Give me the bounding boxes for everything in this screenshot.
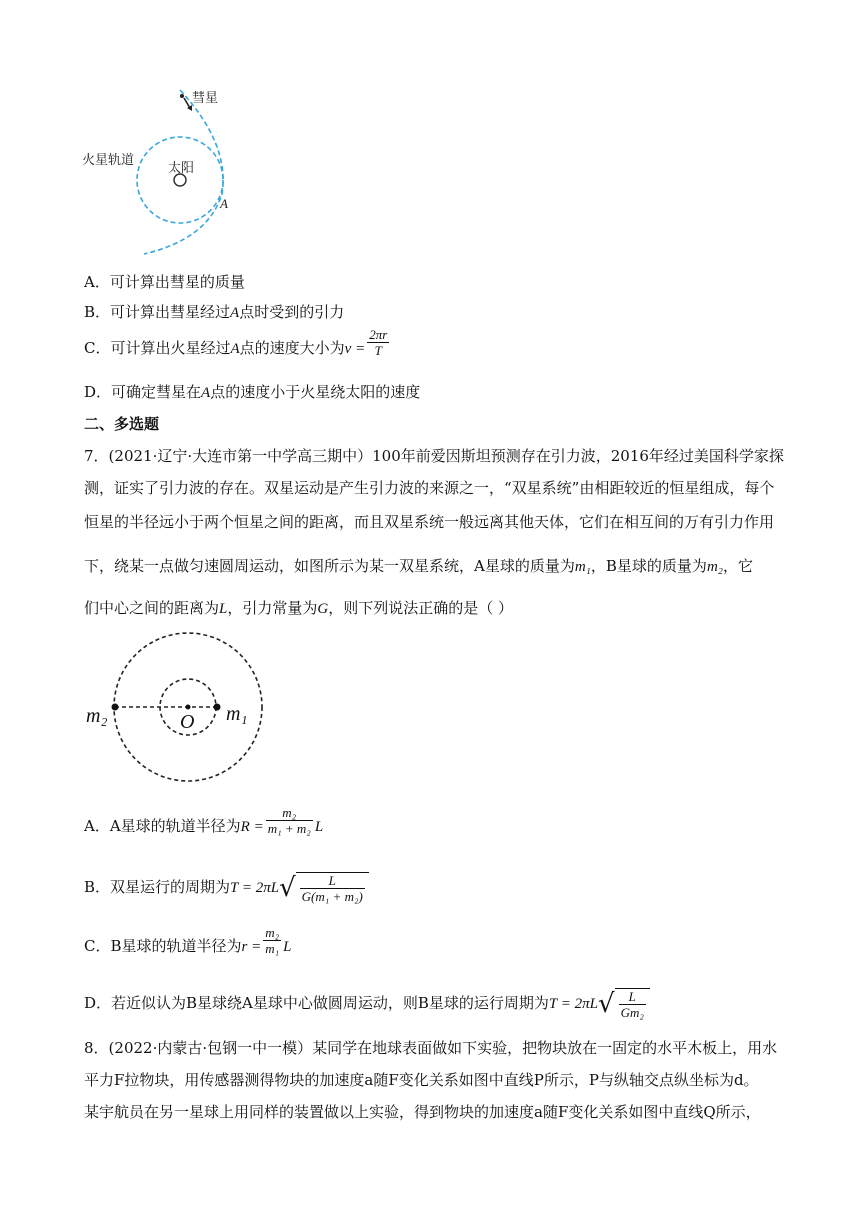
q6-option-c: C．可计算出火星经过A点的速度大小为v = $\frac{2\pi r}{T}$: [84, 326, 388, 358]
q8-line-2: 平力F拉物块，用传感器测得物块的加速度a随F变化关系如图中直线P所示，P与纵轴交点纵坐标为d。: [84, 1071, 759, 1089]
binary-star-figure: [84, 628, 284, 798]
q7-line-4: 下，绕某一点做匀速圆周运动，如图所示为某一双星系统，A星球的质量为m₁，B星球的质量为m₂，它: [84, 557, 754, 575]
comet-orbit-figure: [80, 84, 260, 260]
comet-arrow: [184, 98, 190, 108]
q7-line-3: 恒星的半径远小于两个恒星之间的距离，而且双星系统一般远离其他天体，它们在相互间的万有引力作用: [84, 513, 775, 531]
center-o: [186, 705, 191, 710]
q8-line-3: 某宇航员在另一星球上用同样的装置做以上实验，得到物块的加速度a随F变化关系如图中直线Q所示，: [84, 1103, 761, 1121]
point-a-label: A: [220, 196, 228, 211]
q6-option-d: D．可确定彗星在A点的速度小于火星绕太阳的速度: [84, 383, 421, 401]
q7-line-2: 测，证实了引力波的存在。双星运动是产生引力波的来源之一，“双星系统”由相距较近的恒星组成，每个: [84, 479, 775, 497]
q7-option-c: C．B星球的轨道半径为r = $\frac{\text{m₂}}{\text{m₁}}$ L: [84, 924, 292, 956]
q7-line-5: 们中心之间的距离为L，引力常量为G，则下列说法正确的是（ ）: [84, 599, 513, 617]
star-m1: [214, 704, 221, 711]
o-label: O: [180, 711, 195, 733]
q6-option-a: A．可计算出彗星的质量: [84, 273, 245, 291]
m2-label: m₂: [86, 705, 108, 727]
sun-label: 太阳: [168, 161, 195, 176]
mars-orbit-label: 火星轨道: [82, 153, 135, 168]
q8-line-1: 8．(2022·内蒙古·包钢一中一模）某同学在地球表面做如下实验，把物块放在一固定的水平木板上，用水: [84, 1039, 778, 1057]
star-m2: [112, 704, 119, 711]
q7-option-d: D．若近似认为B星球绕A星球中心做圆周运动，则B星球的运行周期为T = 2πL√ $\frac{L}{\text{Gm₂}}$: [84, 988, 650, 1020]
q7-line-1: 7．(2021·辽宁·大连市第一中学高三期中）100年前爱因斯坦预测存在引力波，2016年经过美国科学家探: [84, 447, 784, 465]
comet-label: 彗星: [192, 91, 219, 106]
m1-label: m₁: [226, 703, 248, 725]
q6-option-b: B．可计算出彗星经过A点时受到的引力: [84, 303, 345, 321]
q7-option-a: A．A星球的轨道半径为R = $\frac{\text{m₂}}{\text{m₁ + m₂}}$ L: [84, 804, 324, 836]
section-heading: 二、多选题: [84, 415, 160, 433]
q7-option-b: B．双星运行的周期为T = 2πL√ $\frac{L}{\text{G(m₁ + m₂)}}$: [84, 872, 369, 904]
